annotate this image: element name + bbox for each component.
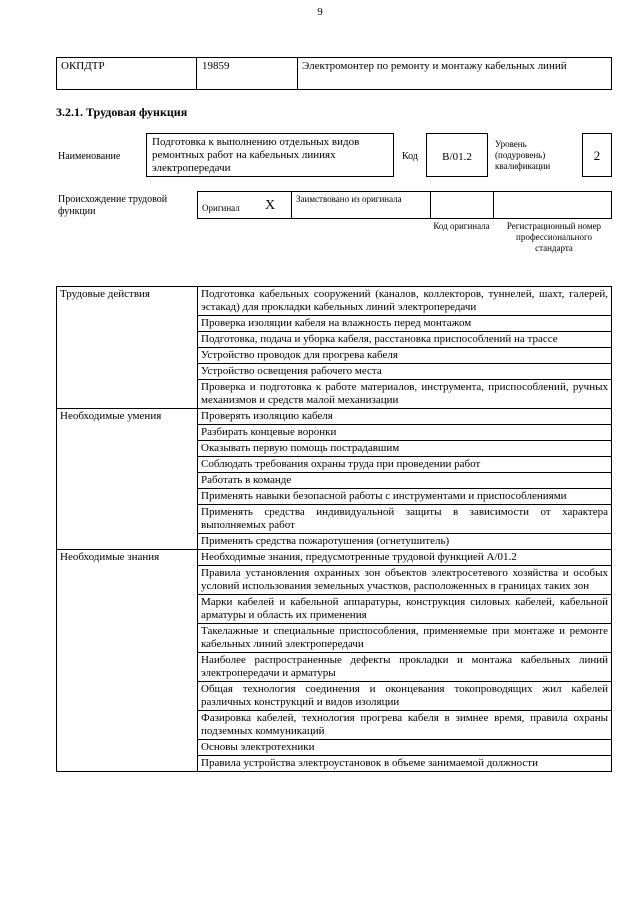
level-value: 2 — [593, 148, 601, 163]
level-label: Уровень (подуровень) квалификации — [495, 139, 551, 171]
competency-table — [56, 286, 612, 772]
category-cell: Трудовые действия — [57, 287, 198, 409]
origin-label: Происхождение трудовой функции — [58, 194, 168, 217]
table-row — [57, 287, 612, 316]
function-name-box — [146, 133, 394, 177]
origin-divider-3 — [493, 191, 494, 219]
reg-number-label: Регистрационный номер профессионального стандарта — [506, 221, 602, 253]
table-row — [57, 409, 612, 425]
item-cell: Необходимые знания, предусмотренные трудовой функцией А/01.2 — [198, 550, 612, 566]
item-cell: Применять навыки безопасной работы с инструментами и приспособлениями — [198, 489, 612, 505]
item-cell: Применять средства индивидуальной защиты в зависимости от характера выполняемых работ — [198, 505, 612, 534]
code-original-label: Код оригинала — [433, 221, 490, 231]
item-cell: Оказывать первую помощь пострадавшим — [198, 441, 612, 457]
borrowed-label: Заимствовано из оригинала — [296, 194, 402, 204]
item-cell: Правила установления охранных зон объектов электросетевого хозяйства и особых условий использования земельных участков, расположенных в границах таких зон — [198, 566, 612, 595]
item-cell: Устройство освещения рабочего места — [198, 364, 612, 380]
item-cell: Работать в команде — [198, 473, 612, 489]
okpdtr-code: 19859 — [202, 60, 230, 72]
item-cell: Устройство проводок для прогрева кабеля — [198, 348, 612, 364]
item-cell: Основы электротехники — [198, 740, 612, 756]
level-box — [582, 133, 612, 177]
item-cell: Применять средства пожаротушения (огнетушитель) — [198, 534, 612, 550]
okpdtr-title: Электромонтер по ремонту и монтажу кабельных линий — [302, 60, 567, 72]
function-name: Подготовка к выполнению отдельных видов ремонтных работ на кабельных линиях электропередачи — [152, 136, 360, 174]
okpdtr-divider-1 — [196, 57, 197, 90]
item-cell: Соблюдать требования охраны труда при проведении работ — [198, 457, 612, 473]
item-cell: Подготовка, подача и уборка кабеля, расстановка приспособлений на трассе — [198, 332, 612, 348]
item-cell: Такелажные и специальные приспособления, применяемые при монтаже и ремонте кабельных линий электропередачи — [198, 624, 612, 653]
okpdtr-divider-2 — [297, 57, 298, 90]
page-number: 9 — [317, 6, 323, 18]
code-label: Код — [402, 151, 418, 162]
item-cell: Общая технология соединения и оконцевания токопроводящих жил кабелей различных конструкций и видов изоляции — [198, 682, 612, 711]
origin-divider-1 — [291, 191, 292, 219]
category-cell: Необходимые умения — [57, 409, 198, 550]
origin-divider-2 — [430, 191, 431, 219]
section-title: 3.2.1. Трудовая функция — [56, 105, 188, 119]
item-cell: Разбирать концевые воронки — [198, 425, 612, 441]
item-cell: Фазировка кабелей, технология прогрева кабеля в зимнее время, правила охраны подземных коммуникаций — [198, 711, 612, 740]
name-label: Наименование — [58, 151, 121, 162]
item-cell: Подготовка кабельных сооружений (каналов, коллекторов, туннелей, шахт, галерей, эстакад) для прокладки кабельных линий электропередачи — [198, 287, 612, 316]
okpdtr-label: ОКПДТР — [61, 60, 105, 72]
category-cell: Необходимые знания — [57, 550, 198, 772]
item-cell: Правила устройства электроустановок в объеме занимаемой должности — [198, 756, 612, 772]
function-code-box — [426, 133, 488, 177]
item-cell: Проверка изоляции кабеля на влажность перед монтажом — [198, 316, 612, 332]
item-cell: Наиболее распространенные дефекты прокладки и монтажа кабельных линий электропередачи и арматуры — [198, 653, 612, 682]
function-code: B/01.2 — [442, 151, 472, 163]
item-cell: Марки кабелей и кабельной аппаратуры, конструкция силовых кабелей, кабельной арматуры и область их применения — [198, 595, 612, 624]
original-label: Оригинал — [202, 203, 240, 213]
original-mark: X — [265, 198, 276, 213]
table-row — [57, 550, 612, 566]
item-cell: Проверять изоляцию кабеля — [198, 409, 612, 425]
item-cell: Проверка и подготовка к работе материалов, инструмента, приспособлений, ручных механизмов и средств малой механизации — [198, 380, 612, 409]
